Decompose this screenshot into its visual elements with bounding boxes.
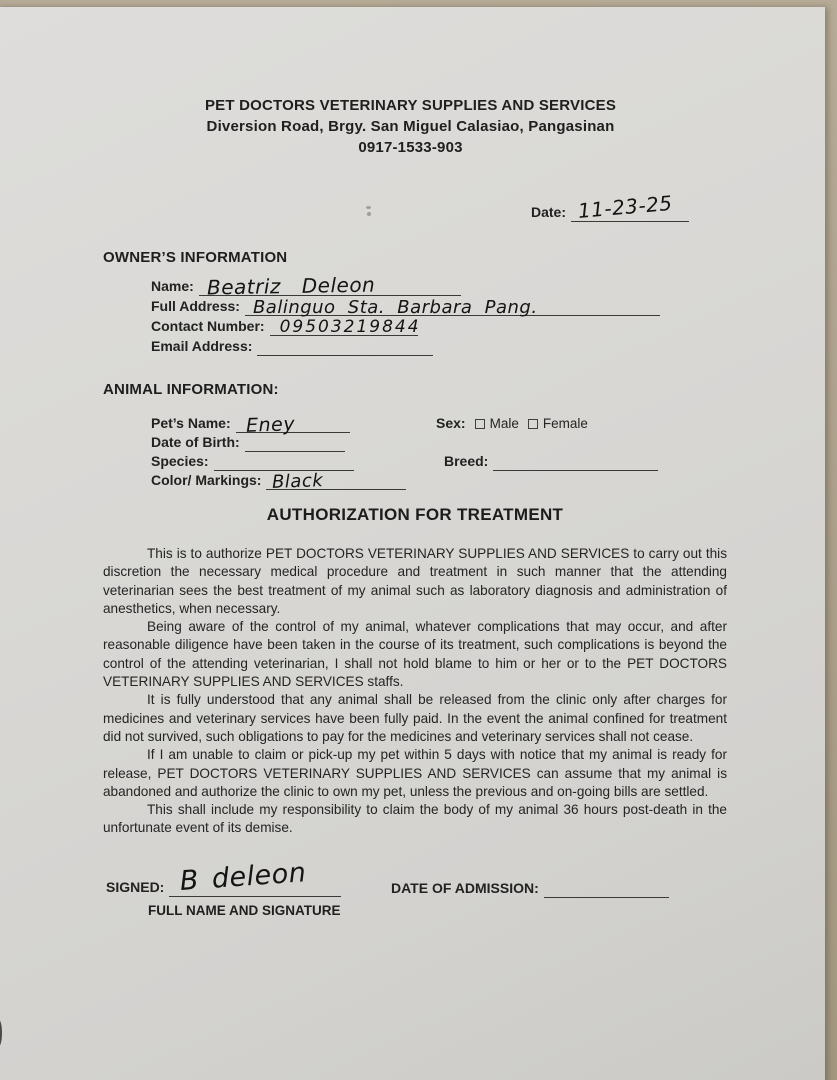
female-option-label: Female bbox=[542, 416, 588, 431]
date-label: Date: bbox=[531, 204, 567, 220]
owner-address-line bbox=[245, 297, 660, 318]
signed-row bbox=[106, 857, 341, 897]
date-of-admission-label: DATE OF ADMISSION: bbox=[391, 880, 539, 896]
pet-name-label: Pet’s Name: bbox=[151, 415, 231, 431]
sex-field bbox=[436, 415, 588, 433]
owner-contact-handwritten-value: 09503219844 bbox=[279, 317, 421, 337]
authorization-paragraph-5: This shall include my responsibility to claim the body of my animal 36 hours post-death in the unfortunate event of its demise. bbox=[103, 802, 727, 836]
color-markings-line bbox=[266, 470, 406, 493]
authorization-paragraph-3: It is fully understood that any animal shall be released from the clinic only after charges for medicines and veterinary services have been fully paid. In the event the animal confined for treatment did not survived, such obligations to pay for the medicines and veterinary services shall not cease. bbox=[103, 692, 727, 744]
clinic-phone: 0917-1533-903 bbox=[358, 139, 463, 156]
owner-email-label: Email Address: bbox=[151, 338, 253, 354]
signed-label: SIGNED: bbox=[106, 879, 165, 895]
owner-address-row bbox=[151, 298, 711, 318]
owner-name-line bbox=[199, 272, 461, 300]
clinic-header bbox=[0, 95, 825, 158]
authorization-body bbox=[103, 545, 727, 838]
breed-label: Breed: bbox=[444, 453, 489, 469]
dob-label: Date of Birth: bbox=[151, 434, 240, 450]
date-of-admission-line bbox=[544, 882, 669, 898]
owner-email-line bbox=[257, 340, 433, 356]
owner-address-label: Full Address: bbox=[151, 298, 240, 314]
owner-info-heading: OWNER’S INFORMATION bbox=[103, 249, 288, 266]
owner-name-label: Name: bbox=[151, 278, 194, 294]
breed-line bbox=[493, 455, 658, 471]
clinic-address: Diversion Road, Brgy. San Miguel Calasiao, Pangasinan bbox=[206, 118, 615, 135]
owner-contact-label: Contact Number: bbox=[151, 318, 265, 334]
male-checkbox bbox=[475, 419, 485, 429]
owner-signature: B deleon bbox=[179, 857, 308, 897]
authorization-paragraph-2: Being aware of the control of my animal, whatever complications that may occur, and after reasonable diligence have been taken in the course of its treatment, such complications is beyond the control of the attending veterinarian, I shall not hold blame to him or her or to the PET DOCTORS VETERINARY SUPPLIES AND SERVICES staffs. bbox=[103, 619, 727, 690]
clinic-name: PET DOCTORS VETERINARY SUPPLIES AND SERVICES bbox=[204, 97, 617, 114]
species-label: Species: bbox=[151, 453, 209, 469]
color-markings-label: Color/ Markings: bbox=[151, 472, 262, 488]
dob-line bbox=[245, 436, 345, 452]
authorization-paragraph-1: This is to authorize PET DOCTORS VETERINARY SUPPLIES AND SERVICES to carry out this discretion the necessary medical procedure and treatment in such manner that the attending veterinarian sees the best treatment of my animal such as laboratory diagnosis and administration of anesthetics, when necessary. bbox=[103, 546, 727, 616]
paper-smudge bbox=[363, 206, 373, 220]
authorization-paragraph-4: If I am unable to claim or pick-up my pet within 5 days with notice that my animal is ready for release, PET DOCTORS VETERINARY SUPPLIES AND SERVICES can assume that my animal is abandoned and authorize the clinic to own my pet, unless the previous and on-going bills are settled. bbox=[103, 747, 727, 799]
owner-name-row bbox=[151, 272, 711, 300]
color-markings-row bbox=[151, 472, 751, 491]
sex-label: Sex: bbox=[436, 415, 466, 431]
owner-contact-line bbox=[270, 317, 421, 337]
color-markings-handwritten-value: Black bbox=[272, 470, 325, 493]
owner-name-handwritten-value: Beatriz Deleon bbox=[206, 272, 376, 300]
form-paper bbox=[0, 7, 825, 1080]
pet-name-line bbox=[236, 413, 350, 437]
owner-email-row bbox=[151, 338, 711, 358]
date-of-admission-row bbox=[391, 880, 669, 898]
animal-info-fields bbox=[151, 415, 751, 491]
species-line bbox=[214, 455, 354, 471]
pet-name-handwritten-value: Eney bbox=[245, 413, 295, 437]
breed-field bbox=[444, 453, 658, 471]
species-row bbox=[151, 453, 751, 472]
male-option-label: Male bbox=[489, 416, 519, 431]
female-checkbox bbox=[528, 419, 538, 429]
owner-contact-row bbox=[151, 318, 711, 338]
paper-edge-mark bbox=[0, 1020, 2, 1046]
date-row bbox=[531, 190, 689, 223]
pet-name-row bbox=[151, 413, 751, 437]
owner-info-fields bbox=[151, 272, 711, 358]
date-handwritten-value: 11-23-25 bbox=[576, 190, 674, 223]
owner-address-handwritten-value: Balinguo Sta. Barbara Pang. bbox=[252, 297, 538, 318]
signature-caption: FULL NAME AND SIGNATURE bbox=[148, 903, 341, 918]
signed-line bbox=[169, 857, 341, 897]
date-line bbox=[571, 190, 689, 223]
dob-row bbox=[151, 434, 751, 453]
authorization-title: AUTHORIZATION FOR TREATMENT bbox=[266, 505, 564, 524]
animal-info-heading: ANIMAL INFORMATION: bbox=[103, 381, 279, 398]
